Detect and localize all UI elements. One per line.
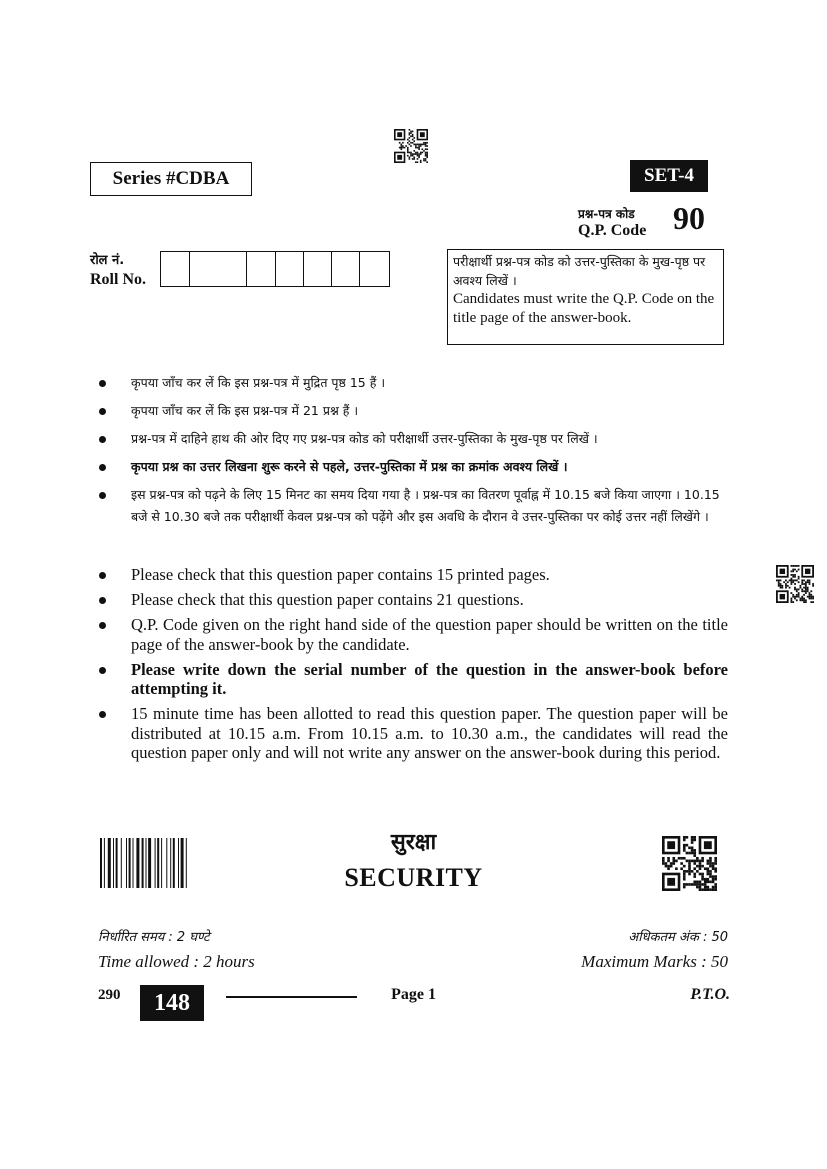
list-item: Please write down the serial number of the question in the answer-book before attempting it. [98, 660, 728, 699]
list-item: कृपया जाँच कर लें कि इस प्रश्न-पत्र में मुद्रित पृष्ठ 15 हैं । [98, 372, 728, 394]
instructions-hindi [98, 372, 728, 534]
roll-label-hi: रोल नं. [90, 253, 125, 268]
roll-digit-box[interactable] [161, 252, 190, 286]
list-item: कृपया प्रश्न का उत्तर लिखना शुरू करने से पहले, उत्तर-पुस्तिका में प्रश्न का क्रमांक अवश्य लिखें । [98, 456, 728, 478]
qp-code-value: 90 [673, 200, 705, 236]
list-item: कृपया जाँच कर लें कि इस प्रश्न-पत्र में 21 प्रश्न हैं । [98, 400, 728, 422]
max-marks-hi: अधिकतम अंक : 50 [628, 930, 728, 945]
roll-number-grid[interactable] [160, 251, 390, 287]
roll-digit-box[interactable] [247, 252, 276, 286]
time-allowed-en: Time allowed : 2 hours [98, 952, 255, 971]
set-badge: SET-4 [630, 160, 708, 192]
notice-en: Candidates must write the Q.P. Code on the title page of the answer-book. [453, 291, 715, 326]
list-item: प्रश्न-पत्र में दाहिने हाथ की ओर दिए गए प्रश्न-पत्र कोड को परीक्षार्थी उत्तर-पुस्तिका के मुख-पृष्ठ पर लिखें । [98, 428, 728, 450]
time-allowed-hi: निर्धारित समय : 2 घण्टे [98, 930, 210, 945]
qp-code-label-en: Q.P. Code [578, 222, 647, 239]
roll-digit-box[interactable] [190, 252, 247, 286]
page-number: Page 1 [391, 986, 436, 1003]
qp-code-label-hi: प्रश्न-पत्र कोड [578, 207, 635, 221]
roll-label-en: Roll No. [90, 271, 146, 288]
roll-digit-box[interactable] [360, 252, 389, 286]
instructions-english [98, 565, 728, 768]
roll-digit-box[interactable] [332, 252, 360, 286]
list-item: Please check that this question paper contains 21 questions. [98, 590, 728, 610]
pto-label: P.T.O. [690, 986, 730, 1003]
roll-digit-box[interactable] [276, 252, 304, 286]
qp-code-notice [447, 249, 724, 345]
series-label: Series #CDBA [90, 162, 252, 196]
list-item: इस प्रश्न-पत्र को पढ़ने के लिए 15 मिनट का समय दिया गया है । प्रश्न-पत्र का वितरण पूर्वाह्न में 10.15 बजे किया जाएगा । 10.15 बजे से 10.30 बजे तक परीक्षार्थी केवल प्रश्न-पत्र को पढ़ेंगे और इस अवधि के दौरान वे उत्तर-पुस्तिका पर कोई उत्तर नहीं लिखेंगे । [98, 484, 728, 528]
paper-code-badge: 148 [140, 985, 204, 1021]
subject-title-hi: सुरक्षा [390, 830, 437, 855]
list-item: Q.P. Code given on the right hand side of the question paper should be written on the title page of the answer-book by the candidate. [98, 615, 728, 654]
list-item: 15 minute time has been allotted to read this question paper. The question paper will be distributed at 10.15 a.m. From 10.15 a.m. to 10.30 a.m., the candidates will read the question paper only and will not write any answer on the answer-book during this period. [98, 704, 728, 763]
subject-title-en: SECURITY [344, 863, 483, 892]
roll-digit-box[interactable] [304, 252, 332, 286]
qr-code-top-icon [394, 129, 428, 163]
qr-code-side-icon [776, 565, 814, 603]
max-marks-en: Maximum Marks : 50 [581, 952, 728, 971]
notice-hi: परीक्षार्थी प्रश्न-पत्र कोड को उत्तर-पुस्तिका के मुख-पृष्ठ पर अवश्य लिखें । [453, 254, 706, 288]
paper-code: 290 [98, 987, 121, 1003]
list-item: Please check that this question paper contains 15 printed pages. [98, 565, 728, 585]
